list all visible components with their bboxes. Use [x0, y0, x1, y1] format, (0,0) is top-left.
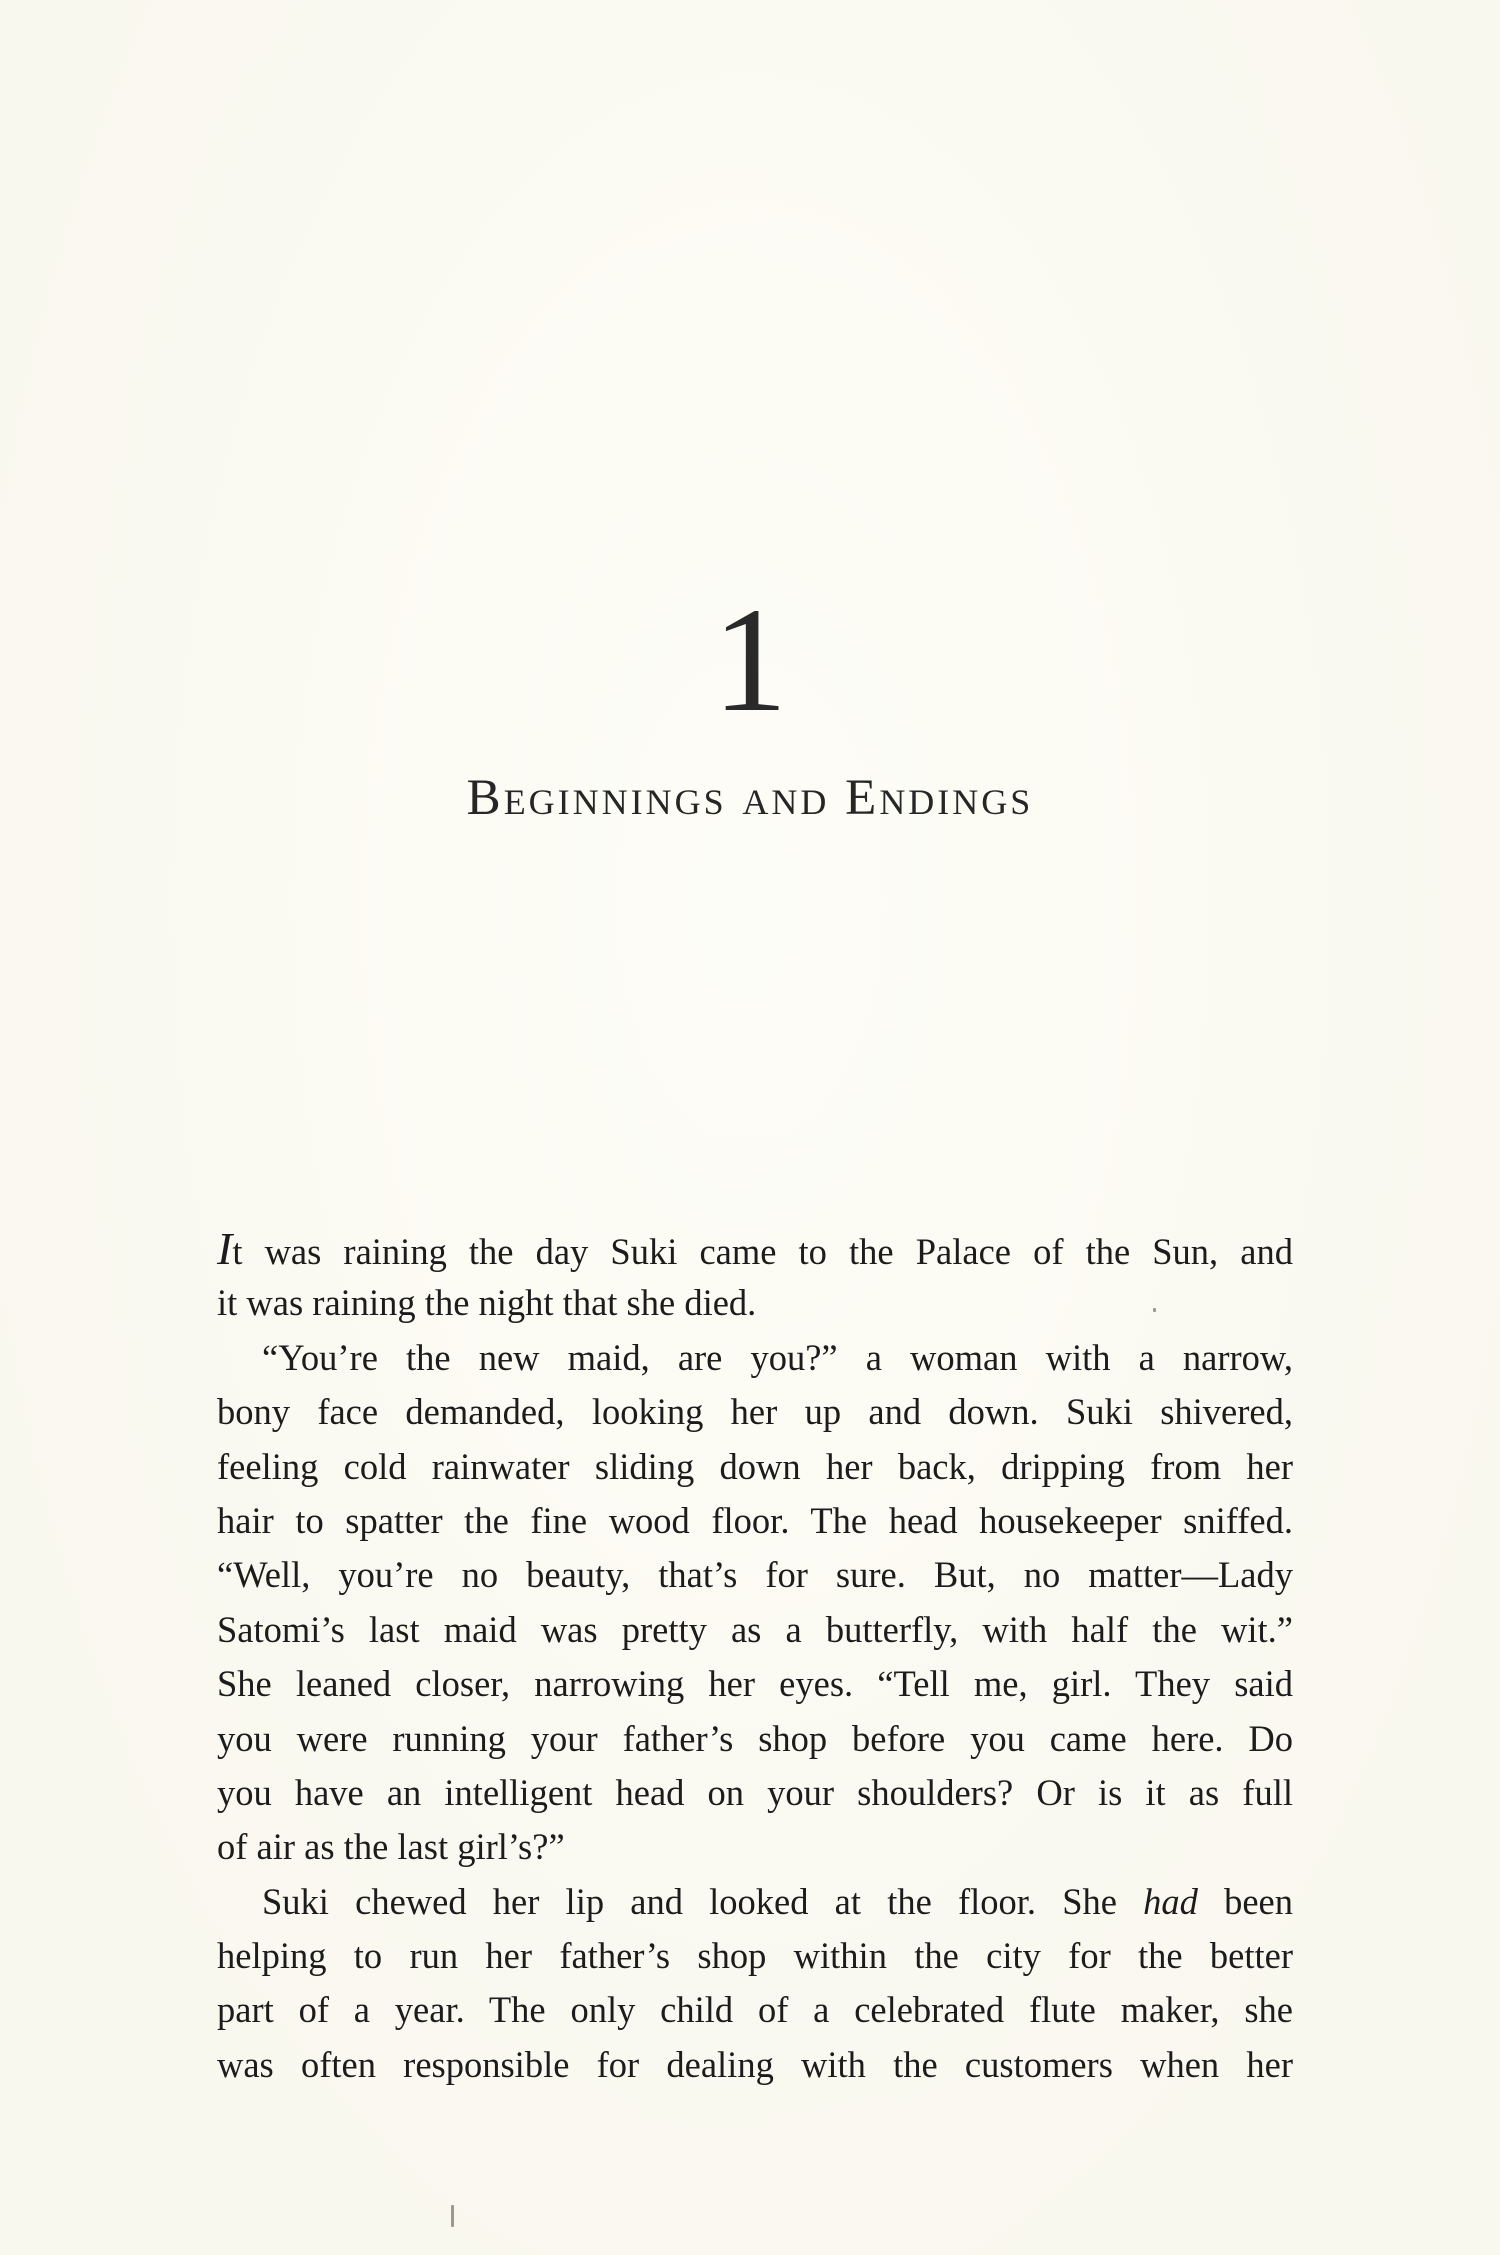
text-line: you were running your father’s shop before you came here. Do	[217, 1717, 1293, 1759]
chapter-number: 1	[712, 577, 788, 743]
text-line: She leaned closer, narrowing her eyes. “Tell me, girl. They said	[217, 1663, 1293, 1705]
text-line: of air as the last girl’s?”	[217, 1826, 565, 1868]
paper-speck	[451, 2205, 454, 2227]
paper-speck	[1153, 1308, 1156, 1312]
text-line-content: Suki chewed her lip and looked at the floor. She	[262, 1880, 1144, 1922]
text-line	[217, 1222, 1293, 1276]
text-line: helping to run her father’s shop within the city for the better	[217, 1935, 1293, 1977]
text-line: part of a year. The only child of a celebrated flute maker, she	[217, 1989, 1293, 2031]
text-line-content: t was raining the day Suki came to the Palace of the Sun, and	[232, 1231, 1293, 1272]
text-line-content: been	[1197, 1880, 1293, 1922]
text-line	[217, 1875, 1293, 1929]
text-line: feeling cold rainwater sliding down her back, dripping from her	[217, 1445, 1293, 1487]
text-line: was often responsible for dealing with the customers when her	[217, 2043, 1293, 2085]
text-line: Satomi’s last maid was pretty as a butterfly, with half the wit.”	[217, 1608, 1293, 1650]
text-line: “You’re the new maid, are you?” a woman with a narrow,	[262, 1336, 1293, 1378]
text-line: bony face demanded, looking her up and down. Suki shivered,	[217, 1391, 1293, 1433]
text-line: hair to spatter the fine wood floor. The head housekeeper sniffed.	[217, 1499, 1293, 1541]
text-line: it was raining the night that she died.	[217, 1282, 757, 1324]
drop-cap: I	[217, 1223, 233, 1274]
chapter-body-text	[217, 1222, 1293, 2092]
text-line: you have an intelligent head on your shoulders? Or is it as full	[217, 1771, 1293, 1813]
chapter-title: Beginnings and Endings	[466, 770, 1034, 826]
text-line: “Well, you’re no beauty, that’s for sure. But, no matter—Lady	[217, 1554, 1293, 1596]
emphasis-text: had	[1143, 1880, 1198, 1922]
